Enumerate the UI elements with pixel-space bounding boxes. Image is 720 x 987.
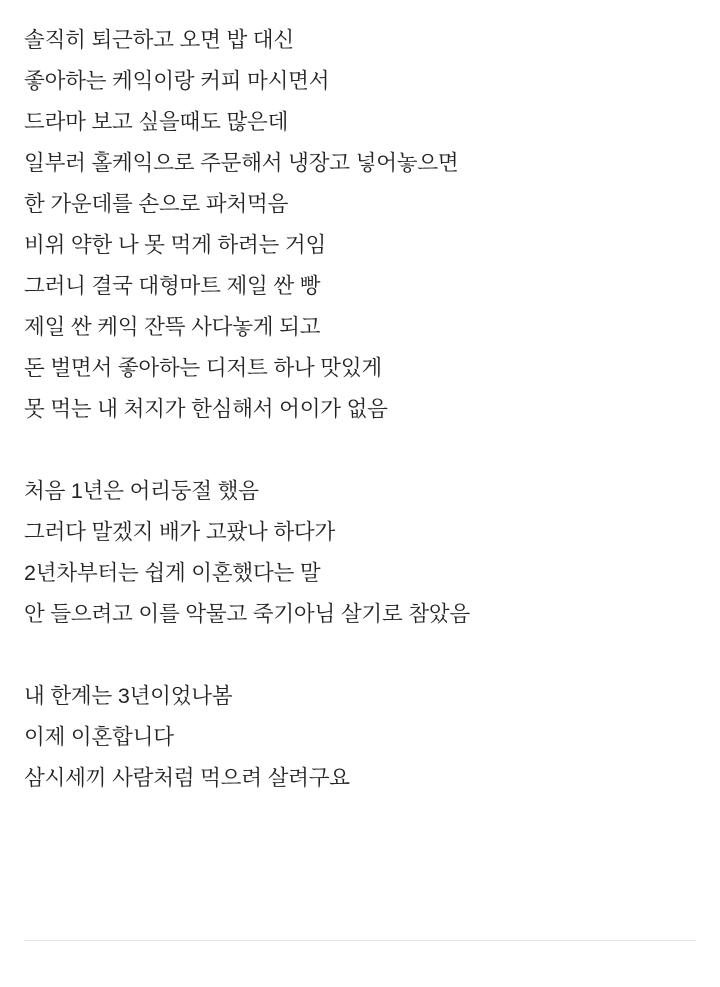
text-line: 처음 1년은 어리둥절 했음 — [24, 479, 259, 503]
paragraph-1 — [24, 20, 696, 430]
paragraph-spacer — [24, 635, 696, 676]
text-line: 이제 이혼합니다 — [24, 725, 174, 749]
text-line: 안 들으려고 이를 악물고 죽기아님 살기로 참았음 — [24, 602, 471, 626]
text-line: 그러다 말겠지 배가 고팠나 하다가 — [24, 520, 336, 544]
text-line: 한 가운데를 손으로 파처먹음 — [24, 192, 289, 216]
text-line: 드라마 보고 싶을때도 많은데 — [24, 110, 289, 134]
footer-spacer — [24, 941, 696, 987]
text-line: 비위 약한 나 못 먹게 하려는 거임 — [24, 233, 327, 257]
text-line: 삼시세끼 사람처럼 먹으려 살려구요 — [24, 766, 350, 790]
text-line: 좋아하는 케익이랑 커피 마시면서 — [24, 69, 330, 93]
text-line: 그러니 결국 대형마트 제일 싼 빵 — [24, 274, 321, 298]
text-line: 제일 싼 케익 잔뜩 사다놓게 되고 — [24, 315, 321, 339]
post-text-body — [24, 20, 696, 799]
text-line: 솔직히 퇴근하고 오면 밥 대신 — [24, 28, 294, 52]
paragraph-2 — [24, 471, 696, 635]
text-line: 돈 벌면서 좋아하는 디저트 하나 맛있게 — [24, 356, 382, 380]
paragraph-spacer — [24, 430, 696, 471]
text-line: 일부러 홀케익으로 주문해서 냉장고 넣어놓으면 — [24, 151, 459, 175]
text-line: 내 한계는 3년이었나봄 — [24, 684, 233, 708]
text-line: 2년차부터는 쉽게 이혼했다는 말 — [24, 561, 321, 585]
text-line: 못 먹는 내 처지가 한심해서 어이가 없음 — [24, 397, 388, 421]
paragraph-3 — [24, 676, 696, 799]
